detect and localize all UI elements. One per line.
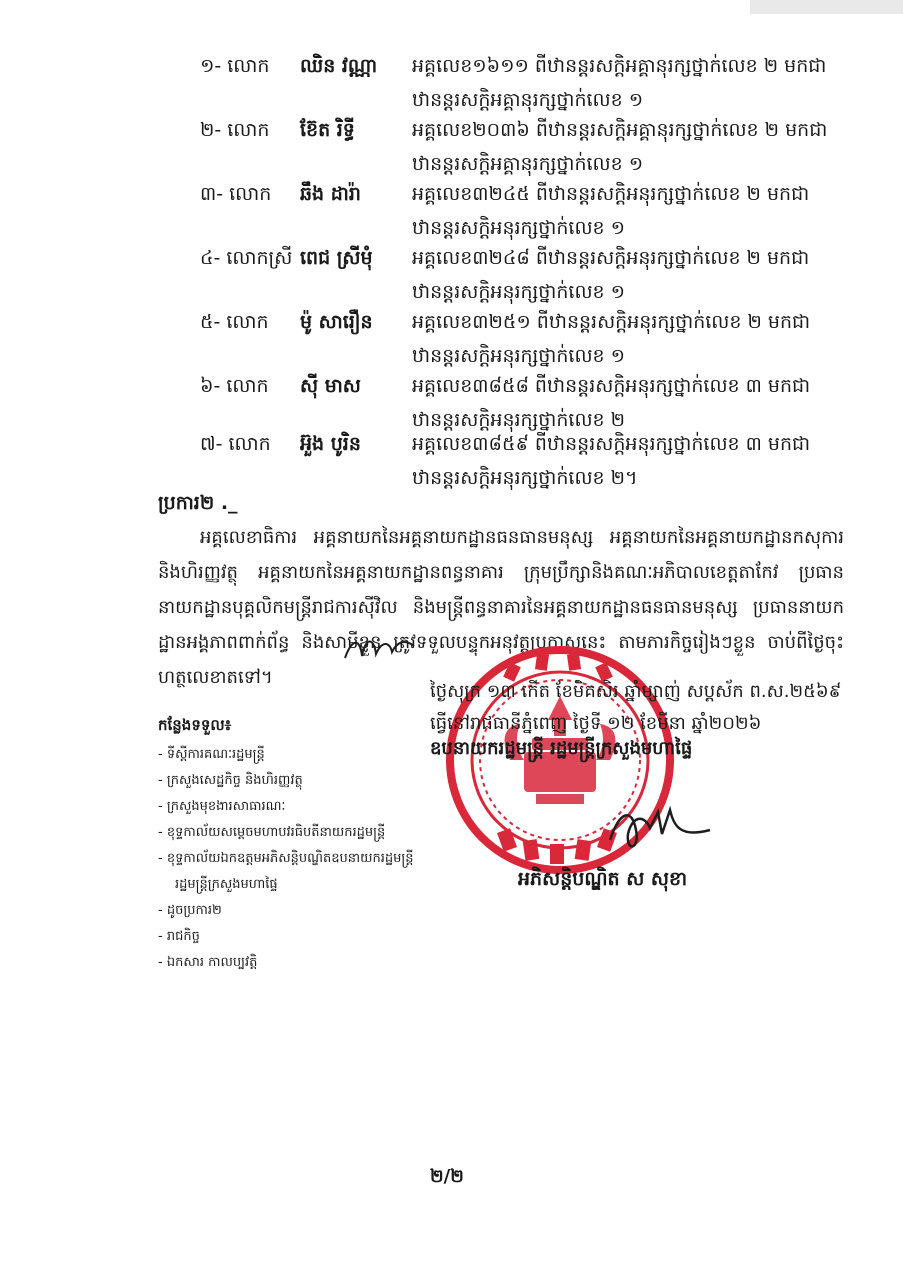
signatory-title: ឧបនាយករដ្ឋមន្ត្រី រដ្ឋមន្ត្រីក្រសួងមហាផ្ទៃ <box>430 738 693 759</box>
page-number: ២/២ <box>430 1166 464 1187</box>
appointment-item <box>0 242 903 312</box>
lunar-date-line: ថ្ងៃសុក្រ ១៣ កើត ខែមិគសិរ ឆ្នាំម្សាញ់ សប្តស័ក ព.ស.២៥៦៩ <box>430 681 842 702</box>
person-name: ម៉ូ សារឿន <box>300 311 373 333</box>
rank-description: អគ្គលេខ៣២៥១ ពីឋានន្តរសក្តិអនុរក្សថ្នាក់លេខ ២ មកជា <box>412 311 811 333</box>
list-item: - ឯកសារ កាលប្បវត្តិ <box>158 955 258 970</box>
person-name: ពេជ ស្រីមុំ <box>300 247 373 269</box>
rank-description: អគ្គលេខ៣២៤៨ ពីឋានន្តរសក្តិអនុរក្សថ្នាក់លេខ ២ មកជា <box>412 247 810 269</box>
item-number: ៤- លោកស្រី <box>200 247 293 269</box>
list-item: - ក្រសួងមុខងារសាធារណៈ <box>158 799 286 814</box>
list-item: រដ្ឋមន្ត្រីក្រសួងមហាផ្ទៃ <box>175 877 278 892</box>
appointment-item <box>0 178 903 248</box>
signature-date <box>430 676 850 740</box>
list-item: - ទីស្តីការគណៈរដ្ឋមន្ត្រី <box>158 747 265 762</box>
appointment-item <box>0 306 903 376</box>
rank-description-cont: ឋានន្តរសក្តិអគ្គានុរក្សថ្នាក់លេខ ១ <box>412 89 644 111</box>
item-number: ៣- លោក <box>200 183 272 205</box>
list-item: - ខុទ្ទកាល័យសម្តេចមហាបវរធិបតីនាយករដ្ឋមន្ត្រី <box>158 825 386 840</box>
place-date-line: ធ្វើនៅរាជធានីភ្នំពេញ ថ្ងៃទី ១២ ខែមីនា ឆ្នាំ២០២៦ <box>430 713 762 734</box>
item-number: ៥- លោក <box>200 311 269 333</box>
list-item: - ក្រសួងសេដ្ឋកិច្ច និងហិរញ្ញវត្ថុ <box>158 773 303 788</box>
rank-description-cont: ឋានន្តរសក្តិអនុរក្សថ្នាក់លេខ ២។ <box>412 467 638 489</box>
rank-description-cont: ឋានន្តរសក្តិអនុរក្សថ្នាក់លេខ ២ <box>412 409 626 431</box>
rank-description: អគ្គលេខ៣២៤៥ ពីឋានន្តរសក្តិអនុរក្សថ្នាក់លេខ ២ មកជា <box>412 183 810 205</box>
item-number: ១- លោក <box>200 55 270 77</box>
appointment-item <box>0 428 903 498</box>
item-number: ៧- លោក <box>200 433 271 455</box>
signatory-name: អភិសន្តិបណ្ឌិត ស សុខា <box>518 868 688 890</box>
item-number: ២- លោក <box>200 119 270 141</box>
recipients-heading: កន្លែងទទួល៖ <box>158 716 232 734</box>
list-item: - ដូចប្រការ២ <box>158 903 222 918</box>
item-number: ៦- លោក <box>200 375 269 397</box>
rank-description: អគ្គលេខ១៦១១ ពីឋានន្តរសក្តិអគ្គានុរក្សថ្នាក់លេខ ២ មកជា <box>412 55 827 77</box>
rank-description-cont: ឋានន្តរសក្តិអនុរក្សថ្នាក់លេខ ១ <box>412 217 626 239</box>
rank-description: អគ្គលេខ២០៣៦ ពីឋានន្តរសក្តិអគ្គានុរក្សថ្នាក់លេខ ២ មកជា <box>412 119 828 141</box>
person-name: ឆឹង ដារ៉ា <box>300 183 361 205</box>
rank-description: អគ្គលេខ៣៨៥៨ ពីឋានន្តរសក្តិអនុរក្សថ្នាក់លេខ ៣ មកជា <box>412 375 811 397</box>
rank-description-cont: ឋានន្តរសក្តិអនុរក្សថ្នាក់លេខ ១ <box>412 281 626 303</box>
person-name: អ៊ួង បូរិន <box>300 433 361 455</box>
scan-smudge <box>750 0 903 40</box>
appointment-item <box>0 50 903 120</box>
appointment-item <box>0 114 903 184</box>
rank-description: អគ្គលេខ៣៨៥៩ ពីឋានន្តរសក្តិអនុរក្សថ្នាក់លេខ ៣ មកជា <box>412 433 811 455</box>
rank-description-cont: ឋានន្តរសក្តិអនុរក្សថ្នាក់លេខ ១ <box>412 345 626 367</box>
article-paragraph: អគ្គលេខាធិការ អគ្គនាយកនៃអគ្គនាយកដ្ឋានធនធានមនុស្ស អគ្គនាយកនៃអគ្គនាយកដ្ឋានកសុការនិងហិរញ្ញវត្ថុ អគ្គនាយកនៃអគ្គនាយកដ្ឋានពន្ធនាគារ ក្រុមប្រឹក្សានិងគណៈអភិបាលខេត្តតាកែវ ប្រធាននាយកដ្ឋានបុគ្គលិកមន្ត្រីរាជការស៊ីវិល និងមន្ត្រីពន្ធនាគារនៃអគ្គនាយកដ្ឋានធនធានមនុស្ស ប្រធាននាយកដ្ឋានអង្គភាពពាក់ព័ន្ធ និងសាមីខ្លួន ត្រូវទទួលបន្ទុកអនុវត្តប្រកាសនេះ តាមភារកិច្ចរៀងៗខ្លួន ចាប់ពីថ្ងៃចុះហត្ថលេខាតទៅ។ <box>158 527 844 688</box>
list-item: - រាជកិច្ច <box>158 929 200 944</box>
person-name: ឈិន វណ្ណា <box>300 55 378 77</box>
person-name: ខ៊ែត រិទ្ធី <box>300 119 355 141</box>
person-name: ស៊ី មាស <box>300 375 361 397</box>
article-heading: ប្រការ២ ._ <box>158 492 238 514</box>
handwritten-initials <box>340 628 420 668</box>
rank-description-cont: ឋានន្តរសក្តិអគ្គានុរក្សថ្នាក់លេខ ១ <box>412 153 644 175</box>
recipients-list <box>158 742 414 976</box>
list-item: - ខុទ្ទកាល័យឯកឧត្តមអភិសន្តិបណ្ឌិតឧបនាយករដ្ឋមន្ត្រី <box>158 851 414 866</box>
handwritten-signature <box>600 790 720 860</box>
